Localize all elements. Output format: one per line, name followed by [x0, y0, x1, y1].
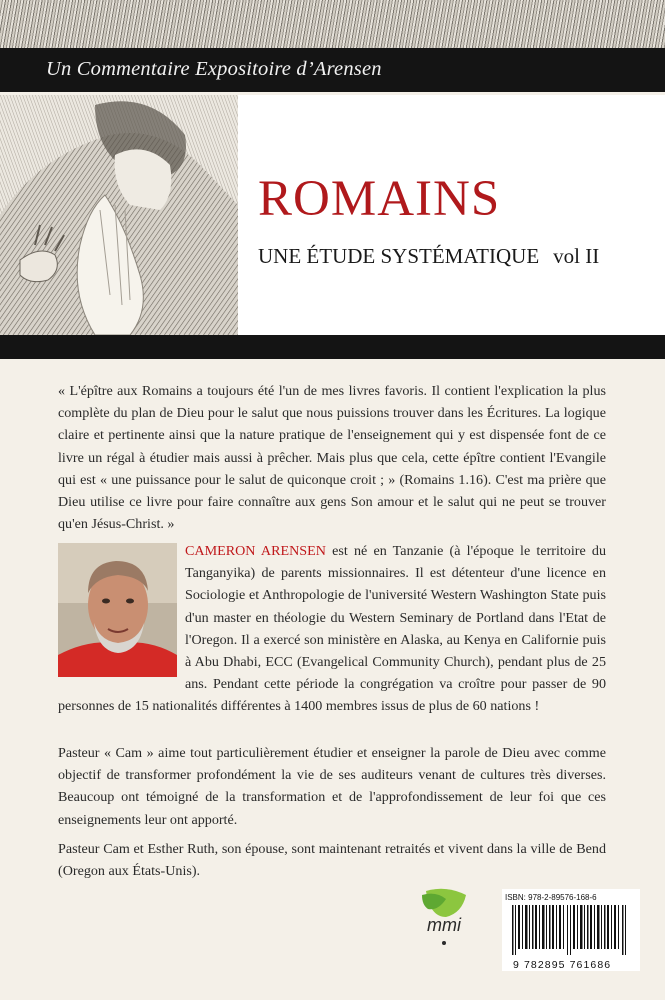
isbn-label: ISBN: 978-2-89576-168-6	[505, 893, 597, 902]
bottom-band	[0, 335, 665, 359]
author-name: CAMERON ARENSEN	[185, 543, 326, 559]
publisher-logo-text: mmi	[427, 915, 461, 935]
paragraph-retirement: Pasteur Cam et Esther Ruth, son épouse, sont maintenant retraités et vivent dans la ville de Bend (Oregon aux États-Unis).	[58, 841, 606, 880]
prophet-engraving	[0, 95, 238, 335]
volume-label: vol II	[553, 244, 600, 268]
author-quote: « L'épître aux Romains a toujours été l'un de mes livres favoris. Il contient l'explication la plus complète du plan de Dieu pour le salut que nous puissions trouver dans les Écritures. La logique claire et pertinente ainsi que la nature pratique de l'enseignement qui y est dispensée font de ce livre un régal à étudier mais aussi à prêcher. Mais plus que cela, cette épître contient l'Evangile qui est « une puissance pour le salut de quiconque croit ; » (Romains 1.16). C'est ma prière que Dieu utilise ce livre pour faire connaître aux gens Son amour et le salut qui ne peut se trouver qu'en Jésus-Christ. »	[58, 383, 606, 533]
publisher-logo	[416, 887, 472, 949]
top-engraving-strip	[0, 0, 665, 48]
book-title: ROMAINS	[258, 171, 501, 227]
author-photo	[58, 543, 177, 677]
book-subtitle	[258, 244, 599, 269]
bio-text: est né en Tanzanie (à l'époque le territoire du Tanganyika) de parents missionnaires. Il est détenteur d'une licence en Sociologie et Anthropologie de l'université Western Washington State puis d'un master en théologie du Western Seminary de Portland dans l'Etat de l'Oregon. Il a exercé son ministère en Alaska, au Kenya en Californie puis à Abu Dhabi, ECC (Evangelical Community Church), pendant plus de 25 ans. Pendant cette période la congrégation va croître pour passer de 90 personnes de 15 nationalités différentes à 1400 membres issus de plus de 60 nations !	[58, 543, 606, 715]
subtitle-text: UNE ÉTUDE SYSTÉMATIQUE	[258, 244, 540, 268]
series-title: Un Commentaire Expositoire d’Arensen	[46, 58, 382, 80]
barcode-number: 9 782895 761686	[513, 959, 612, 971]
paragraph-ministry: Pasteur « Cam » aime tout particulièrement étudier et enseigner la parole de Dieu avec comme objectif de transformer profondément la vie de ses auditeurs venant de cultures très diverses. Beaucoup ont témoigné de la transformation et de l'approfondissement de leur foi que ces enseignements leur ont apporté.	[58, 745, 606, 828]
